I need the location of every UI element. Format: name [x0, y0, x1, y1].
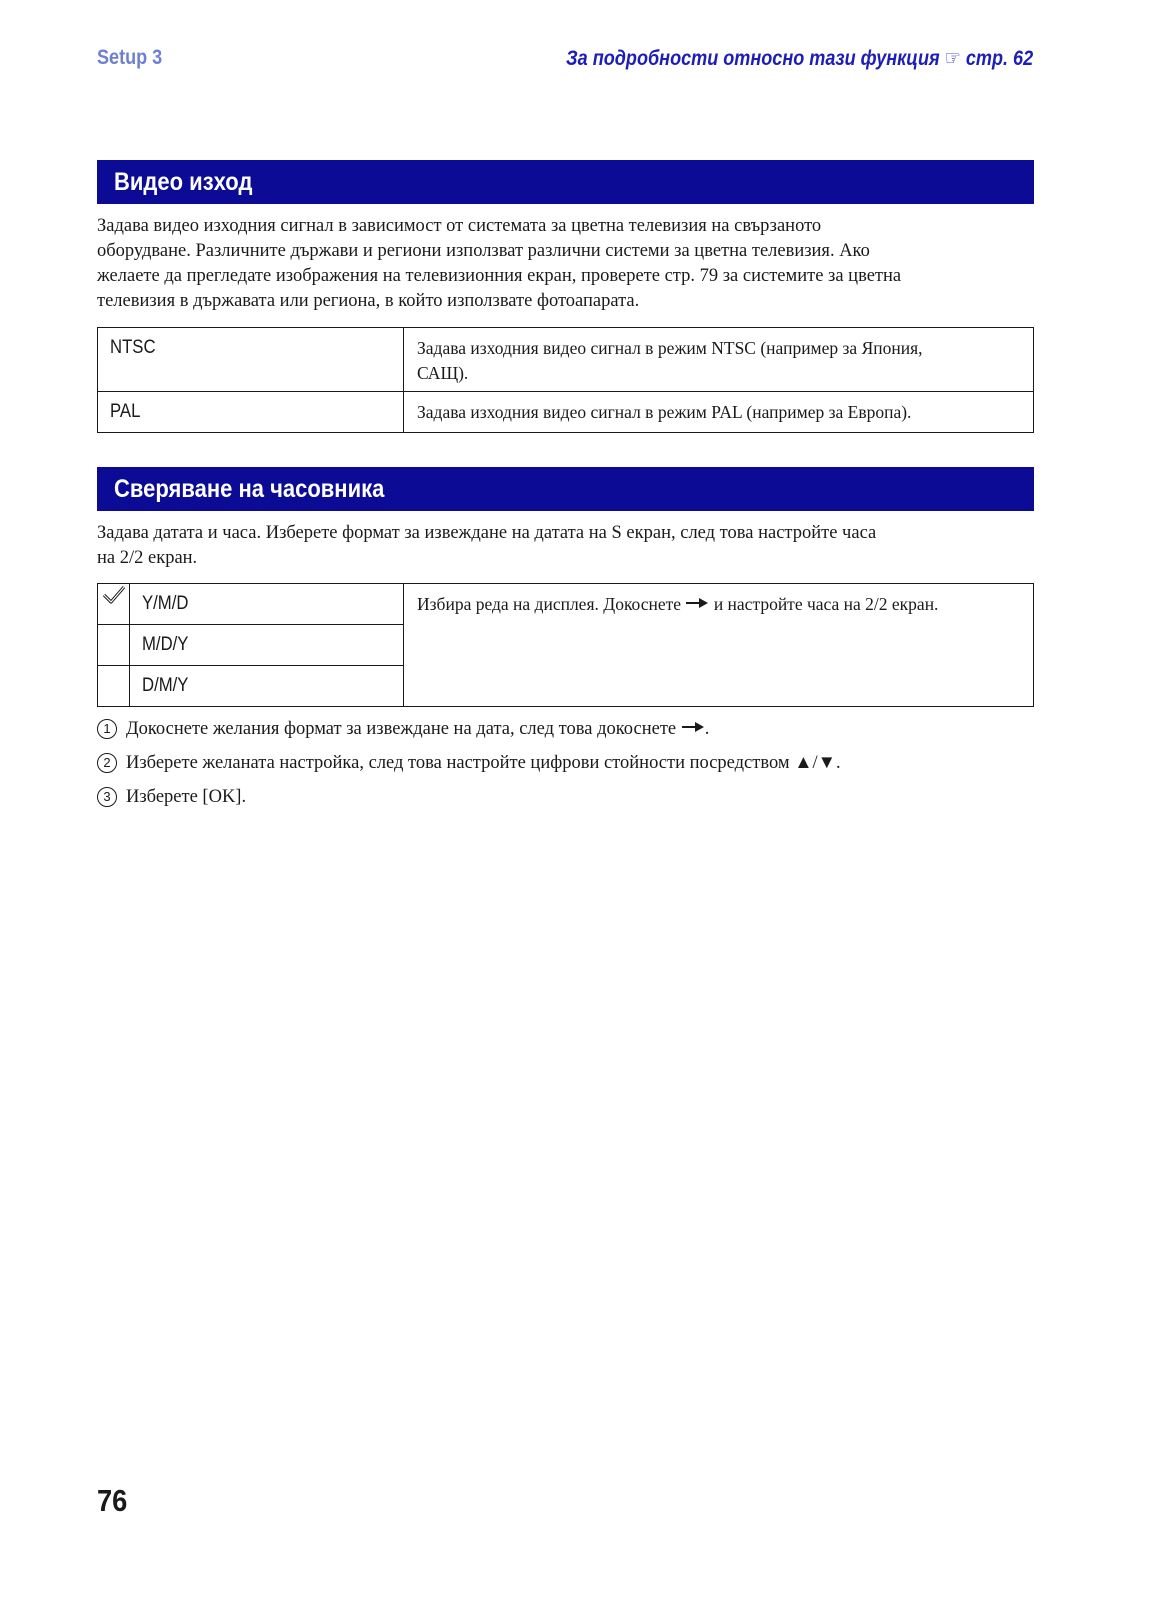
video-out-options-table: [97, 327, 1034, 433]
date-format-table: [97, 583, 1034, 707]
page-number: 76: [97, 1483, 128, 1518]
option-pal: PAL: [98, 392, 404, 433]
video-out-intro: Задава видео изходния сигнал в зависимост от системата за цветна телевизия на свързаното оборудване. Различните държави и региони използват различни системи за цветна телевизия. Ако желаете да прегледате изображения на телевизионния екран, проверете стр. 79 за системите за цветна телевизия в държавата или региона, в който използвате фотоапарата.: [97, 216, 902, 311]
option-dmy: D/M/Y: [130, 666, 404, 707]
video-out-heading: Видео изход: [97, 160, 1034, 204]
table-row: [98, 328, 1034, 392]
table-row: [98, 584, 1034, 625]
step-number: 3: [97, 787, 117, 807]
default-marker-cell: [98, 666, 130, 707]
option-mdy: M/D/Y: [130, 625, 404, 666]
step-3: 3 Изберете [OK].: [97, 784, 246, 810]
pointing-hand-icon: ☞: [944, 47, 961, 70]
date-format-description: Избира реда на дисплея. Докоснете и настройте часа на 2/2 екран.: [404, 584, 1034, 707]
option-ymd: Y/M/D: [130, 584, 404, 625]
reference-text: За подробности относно тази функция: [565, 47, 940, 70]
step-1: 1 Докоснете желания формат за извеждане на дата, след това докоснете .: [97, 716, 709, 742]
section-label: Setup 3: [97, 46, 163, 69]
default-marker-cell: [98, 584, 130, 625]
reference-page: стр. 62: [965, 47, 1033, 70]
clock-set-heading: Сверяване на часовника: [97, 467, 1034, 511]
table-row: [98, 392, 1034, 433]
clock-set-intro: Задава датата и часа. Изберете формат за извеждане на датата на S екран, след това настройте часа на 2/2 екран.: [97, 523, 877, 568]
step-number: 1: [97, 719, 117, 739]
default-check-icon: [102, 584, 126, 606]
default-marker-cell: [98, 625, 130, 666]
option-ntsc: NTSC: [98, 328, 404, 392]
option-description: Задава изходния видео сигнал в режим PAL (например за Европа).: [404, 392, 1034, 433]
option-description: Задава изходния видео сигнал в режим NTSC (например за Япония, САЩ).: [404, 328, 1034, 392]
arrow-right-icon: [685, 597, 709, 609]
step-number: 2: [97, 753, 117, 773]
arrow-right-icon: [681, 721, 705, 733]
step-2: 2 Изберете желаната настройка, след това настройте цифрови стойности посредством ▲/▼.: [97, 750, 841, 776]
page-reference: [566, 46, 1033, 71]
